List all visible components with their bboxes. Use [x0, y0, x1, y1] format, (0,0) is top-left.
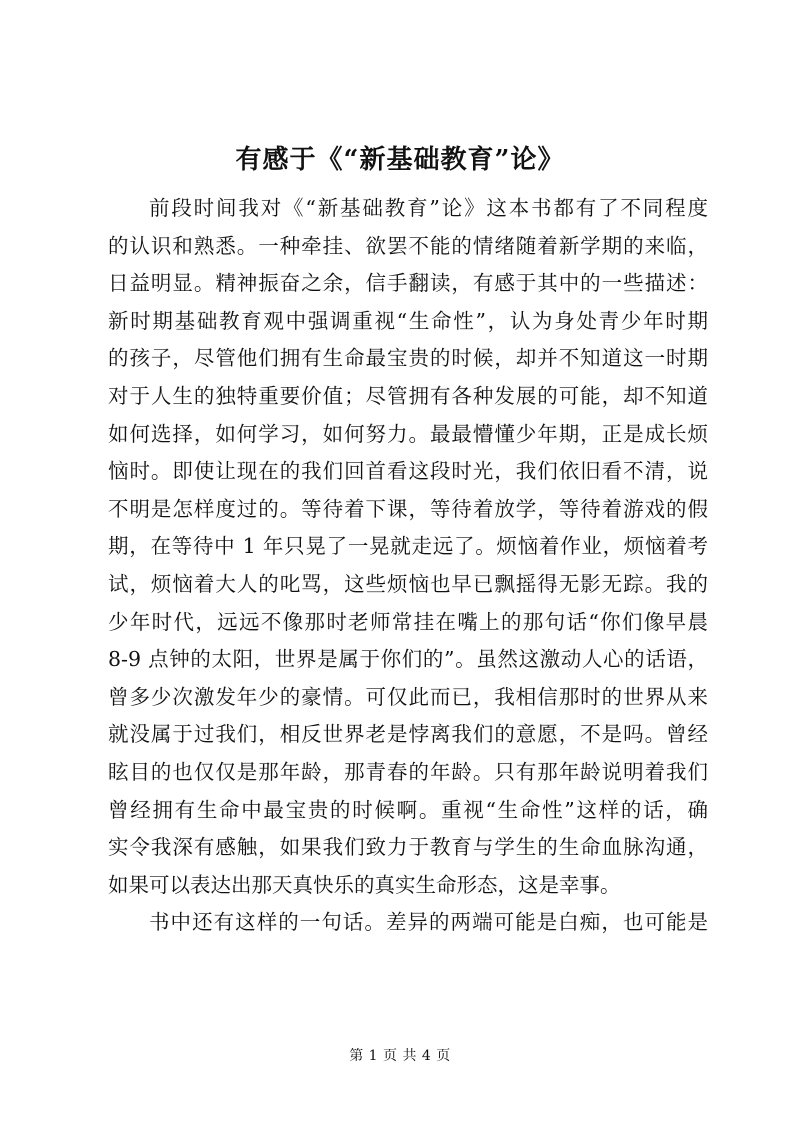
paragraph-1	[108, 190, 708, 904]
text-line: 如何选择，如何学习，如何努力。最最懵懂少年期，正是成长烦	[108, 421, 708, 446]
text-line: 不明是怎样度过的。等待着下课，等待着放学，等待着游戏的假	[108, 496, 708, 521]
text-line: 的认识和熟悉。一种牵挂、欲罢不能的情绪随着新学期的来临，	[108, 233, 708, 258]
text-line: 的孩子，尽管他们拥有生命最宝贵的时候，却并不知道这一时期	[108, 346, 708, 371]
text-line: 如果可以表达出那天真快乐的真实生命形态，这是幸事。	[108, 872, 621, 897]
page-footer: 第 1 页 共 4 页	[349, 1048, 451, 1064]
text-line: 新时期基础教育观中强调重视“生命性”，认为身处青少年时期	[108, 308, 708, 333]
text-line: 实令我深有感触，如果我们致力于教育与学生的生命血脉沟通，	[108, 835, 708, 860]
document-body	[108, 190, 708, 942]
paragraph-2	[108, 904, 708, 942]
text-line: 就没属于过我们，相反世界老是悖离我们的意愿，不是吗。曾经	[108, 722, 708, 747]
document-title: 有感于《“新基础教育”论》	[235, 145, 565, 175]
text-line: 曾经拥有生命中最宝贵的时候啊。重视“生命性”这样的话，确	[108, 797, 708, 822]
text-line: 8-9 点钟的太阳，世界是属于你们的”。虽然这激动人心的话语，	[108, 647, 708, 672]
text-line: 曾多少次激发年少的豪情。可仅此而已，我相信那时的世界从来	[108, 684, 708, 709]
text-line: 恼时。即使让现在的我们回首看这段时光，我们依旧看不清，说	[108, 459, 708, 484]
text-line: 眩目的也仅仅是那年龄，那青春的年龄。只有那年龄说明着我们	[108, 759, 708, 784]
text-line: 少年时代，远远不像那时老师常挂在嘴上的那句话“你们像早晨	[108, 609, 708, 634]
text-line: 书中还有这样的一句话。差异的两端可能是白痴，也可能是	[149, 910, 708, 935]
text-line: 期，在等待中 1 年只晃了一晃就走远了。烦恼着作业，烦恼着考	[108, 534, 708, 559]
text-line: 对于人生的独特重要价值；尽管拥有各种发展的可能，却不知道	[108, 383, 708, 408]
text-line: 日益明显。精神振奋之余，信手翻读，有感于其中的一些描述：	[108, 271, 708, 296]
text-line: 试，烦恼着大人的叱骂，这些烦恼也早已飘摇得无影无踪。我的	[108, 571, 708, 596]
text-line: 前段时间我对《“新基础教育”论》这本书都有了不同程度	[149, 196, 708, 220]
